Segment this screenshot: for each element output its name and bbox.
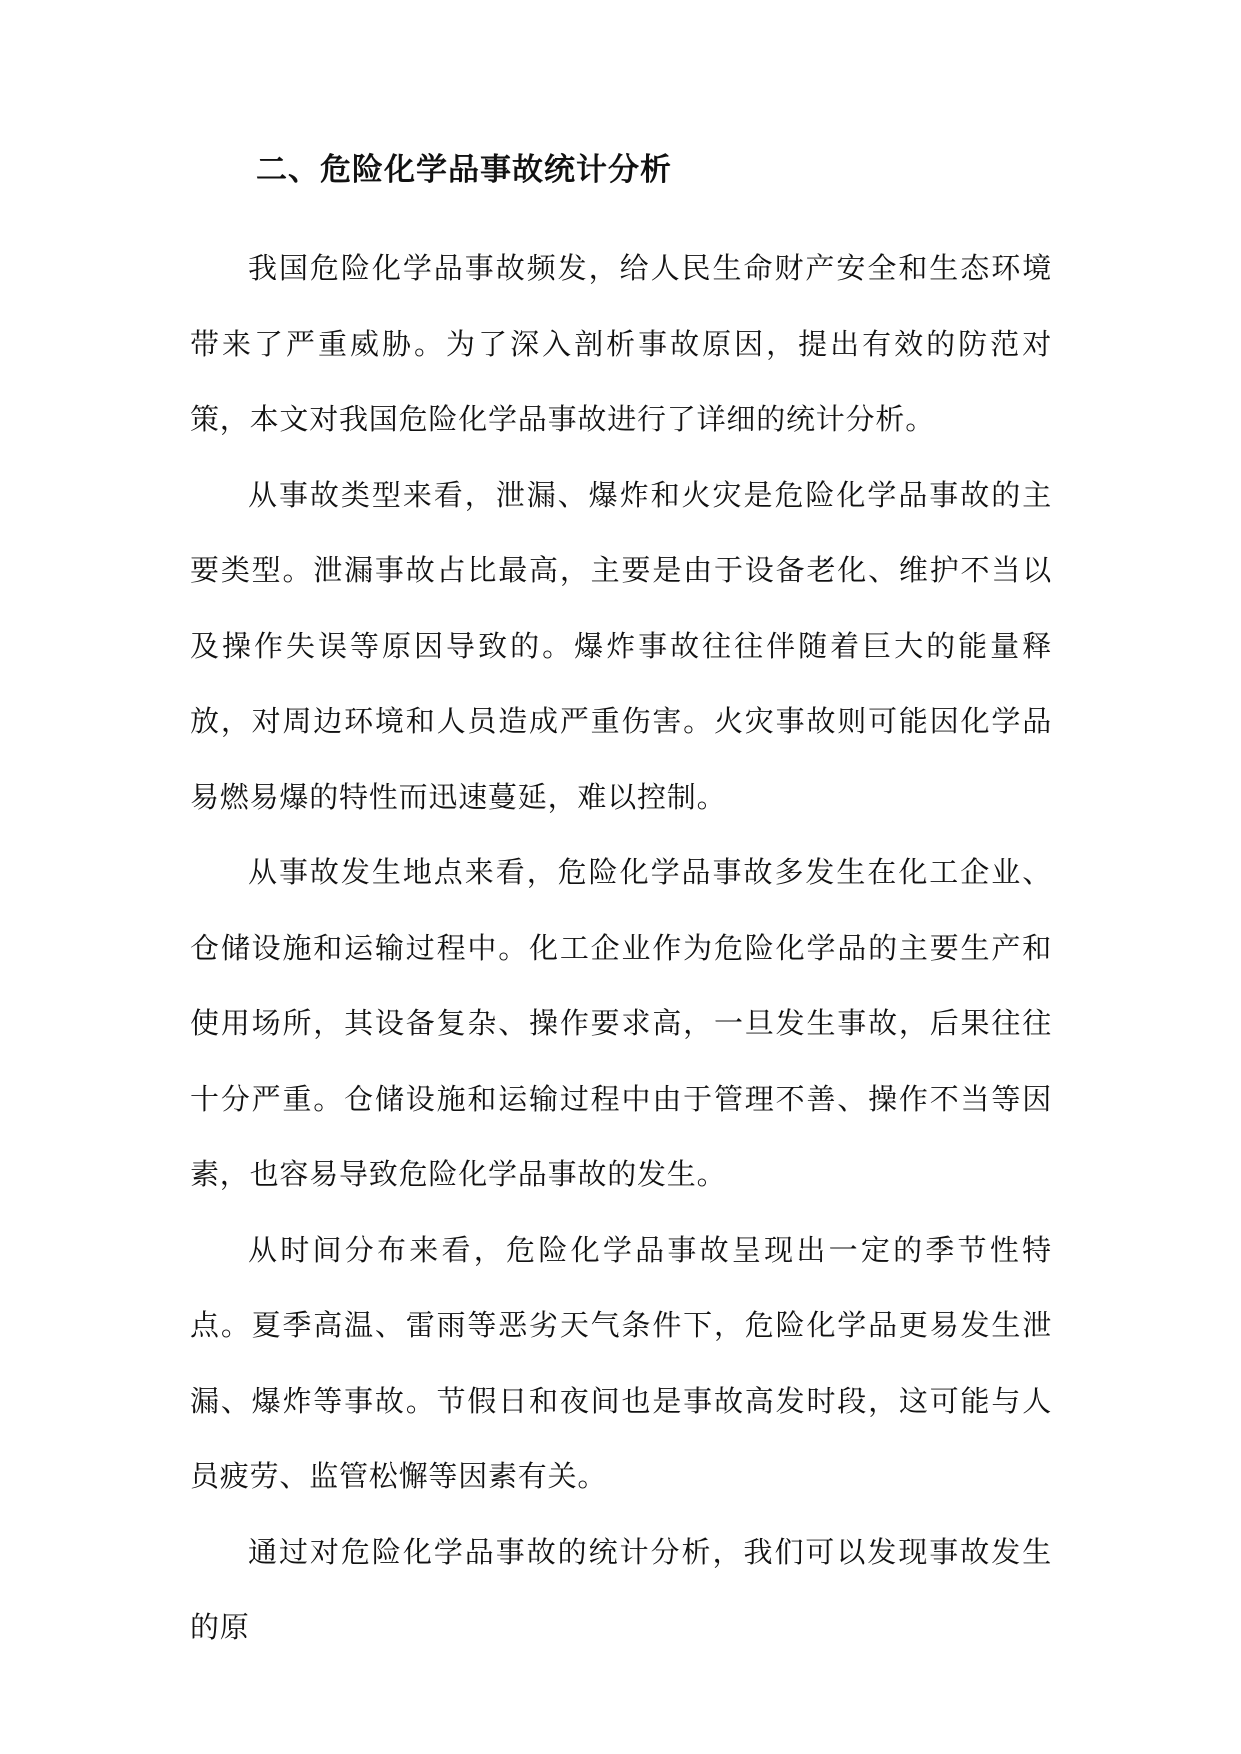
paragraph-accident-locations: 从事故发生地点来看，危险化学品事故多发生在化工企业、仓储设施和运输过程中。化工企业作为危险化学品的主要生产和使用场所，其设备复杂、操作要求高，一旦发生事故，后果往往十分严重。仓储设施和运输过程中由于管理不善、操作不当等因素，也容易导致危险化学品事故的发生。	[190, 855, 1052, 1191]
paragraph-time-distribution: 从时间分布来看，危险化学品事故呈现出一定的季节性特点。夏季高温、雷雨等恶劣天气条件下，危险化学品更易发生泄漏、爆炸等事故。节假日和夜间也是事故高发时段，这可能与人员疲劳、监管松懈等因素有关。	[190, 1232, 1052, 1493]
body-text	[190, 231, 1052, 1666]
paragraph-conclusion: 通过对危险化学品事故的统计分析，我们可以发现事故发生的原	[190, 1534, 1052, 1644]
section-heading: 二、危险化学品事故统计分析	[256, 152, 672, 188]
paragraph-accident-types: 从事故类型来看，泄漏、爆炸和火灾是危险化学品事故的主要类型。泄漏事故占比最高，主要是由于设备老化、维护不当以及操作失误等原因导致的。爆炸事故往往伴随着巨大的能量释放，对周边环境和人员造成严重伤害。火灾事故则可能因化学品易燃易爆的特性而迅速蔓延，难以控制。	[190, 477, 1052, 814]
paragraph-intro: 我国危险化学品事故频发，给人民生命财产安全和生态环境带来了严重威胁。为了深入剖析事故原因，提出有效的防范对策，本文对我国危险化学品事故进行了详细的统计分析。	[190, 251, 1052, 436]
